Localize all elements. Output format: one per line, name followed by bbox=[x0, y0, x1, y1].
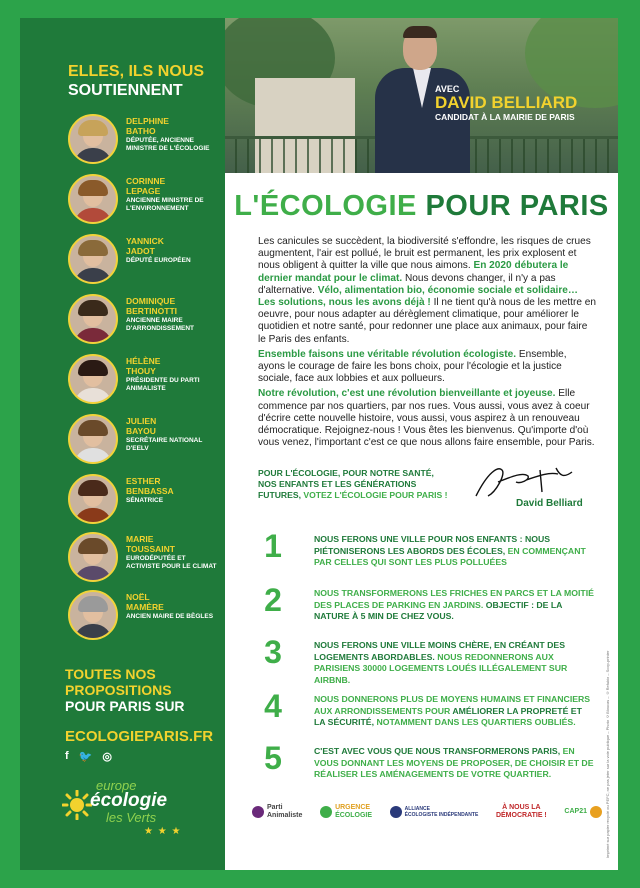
supporter-card bbox=[68, 532, 223, 582]
partner-cap21: CAP21 bbox=[564, 806, 602, 818]
supporter-role: ANCIENNE MINISTRE DE L'ENVIRONNEMENT bbox=[126, 197, 204, 212]
proposal-text: NOUS TRANSFORMERONS LES FRICHES EN PARCS ET LA MOITIÉ DES PLACES DE PARKING EN JARDINS. OBJECTIF : DE LA NATURE À 5 MIN DE CHEZ VOUS. bbox=[314, 588, 594, 621]
proposals-cta bbox=[65, 666, 225, 714]
flower-icon bbox=[590, 806, 602, 818]
supporter-role: EURODÉPUTÉE ET ACTIVISTE POUR LE CLIMAT bbox=[126, 555, 217, 570]
supporters-heading bbox=[68, 62, 218, 100]
instagram-icon[interactable]: ◎ bbox=[102, 751, 112, 763]
avatar bbox=[68, 294, 118, 344]
sun-icon bbox=[62, 790, 92, 820]
logo-text-les-verts: les Verts bbox=[106, 810, 157, 825]
proposal-number: 1 bbox=[264, 528, 282, 564]
supporter-last-name: TOUSSAINT bbox=[126, 544, 175, 554]
intro-paragraph-3: Notre révolution, c'est une révolution bienveillante et joyeuse. Elle commence par nos quartiers, par nos rues. Vous aussi, vous avez à coeur d'écrire cette nouvelle histoire, vous aussi, vous aspirez à un renouveau démocratique. Rejoignez-nous ! Vous êtes les bienvenus. Qu'importe d'où vous venez, l'important c'est ce que nous allons faire ensemble, pour Paris. bbox=[258, 388, 595, 449]
supporter-first-name: DOMINIQUE bbox=[126, 296, 176, 306]
proposal-number: 3 bbox=[264, 634, 282, 670]
eelv-logo bbox=[62, 776, 222, 846]
supporter-first-name: HÉLÈNE bbox=[126, 356, 161, 366]
supporter-last-name: BAYOU bbox=[126, 426, 156, 436]
supporter-first-name: CORINNE bbox=[126, 176, 166, 186]
proposal-text: C'EST AVEC VOUS QUE NOUS TRANSFORMERONS PARIS, EN VOUS DONNANT LES MOYENS DE PROPOSER, DE CHOISIR ET DE RÉALISER LES AMÉNAGEMENTS DE VOTRE QUARTIER. bbox=[314, 746, 594, 779]
supporter-role: ANCIENNE MAIRE D'ARRONDISSEMENT bbox=[126, 317, 194, 332]
proposal-item bbox=[258, 634, 603, 684]
avatar bbox=[68, 590, 118, 640]
cta-line3: POUR PARIS SUR bbox=[65, 698, 185, 714]
supporter-card bbox=[68, 174, 223, 224]
supporter-last-name: THOUY bbox=[126, 366, 156, 376]
logo-text-ecologie: écologie bbox=[90, 790, 168, 811]
supporter-first-name: DELPHINE bbox=[126, 116, 169, 126]
supporter-card bbox=[68, 414, 223, 464]
supporter-role: SÉNATRICE bbox=[126, 497, 164, 504]
supporter-role: DÉPUTÉ EUROPÉEN bbox=[126, 257, 191, 264]
cta-line1: TOUTES NOS bbox=[65, 666, 156, 682]
supporter-card bbox=[68, 590, 223, 640]
supporters-heading-line1: ELLES, ILS NOUS bbox=[68, 63, 205, 80]
supporter-card bbox=[68, 234, 223, 284]
hero-avec: AVEC bbox=[435, 84, 460, 94]
supporter-role: ANCIEN MAIRE DE BÈGLES bbox=[126, 613, 214, 620]
proposal-text: NOUS FERONS UNE VILLE MOINS CHÈRE, EN CRÉANT DES LOGEMENTS ABORDABLES. NOUS REDONNERONS AUX PARISIENS 30000 LOGEMENTS LOUÉS ILLÉGALEMENT SUR AIRBNB. bbox=[314, 640, 568, 685]
avatar bbox=[68, 414, 118, 464]
candidate-name: DAVID BELLIARD bbox=[435, 93, 578, 112]
supporter-last-name: BENBASSA bbox=[126, 486, 174, 496]
proposal-number: 2 bbox=[264, 582, 282, 618]
partner-alliance-ecologiste: ALLIANCE ÉCOLOGISTE INDÉPENDANTE bbox=[390, 806, 479, 818]
avatar bbox=[68, 174, 118, 224]
supporter-card bbox=[68, 474, 223, 524]
supporter-role: DÉPUTÉE, ANCIENNE MINISTRE DE L'ÉCOLOGIE bbox=[126, 137, 210, 152]
supporter-first-name: MARIE bbox=[126, 534, 154, 544]
supporter-role: SECRÉTAIRE NATIONAL D'EELV bbox=[126, 437, 203, 452]
facebook-icon[interactable]: f bbox=[65, 750, 69, 762]
page-title bbox=[225, 190, 618, 223]
supporter-last-name: JADOT bbox=[126, 246, 155, 256]
avatar bbox=[68, 354, 118, 404]
proposal-number: 4 bbox=[264, 688, 282, 724]
supporter-card bbox=[68, 294, 223, 344]
proposal-item bbox=[258, 582, 603, 632]
supporter-first-name: NOËL bbox=[126, 592, 150, 602]
intro-paragraph-1: Les canicules se succèdent, la biodiversité s'effondre, les risques de crues augmentent, l'air est pollué, le bruit est permanent, les prix explosent et nous obligent à quitter la ville que nous aimons. En 2020 débutera le dernier mandat pour le climat. Nous devons changer, il n'y a pas d'alternative. Vélo, alimentation bio, économie sociale et solidaire… Les solutions, nous les avons déjà ! Il ne tient qu'à nous de les mettre en oeuvre, pour nous adapter au dérèglement climatique, pour améliorer le quotidien et notre santé, pour redonner une place aux animaux, pour faire le Paris des enfants. bbox=[258, 236, 596, 345]
twitter-icon[interactable]: 🐦 bbox=[78, 751, 93, 763]
avatar bbox=[68, 474, 118, 524]
supporter-last-name: MAMÈRE bbox=[126, 602, 164, 612]
supporter-role: PRÉSIDENTE DU PARTI ANIMALISTE bbox=[126, 377, 200, 392]
proposal-number: 5 bbox=[264, 740, 282, 776]
proposal-item bbox=[258, 528, 603, 578]
imprint-text: Imprimé sur papier recyclé ou PEFC, ne pas jeter sur la voie publique – Photo ©Bloxcas – ©Refukio – Scop-printer bbox=[605, 650, 610, 858]
signoff-slogan: POUR L'ÉCOLOGIE, POUR NOTRE SANTÉ, NOS ENFANTS ET LES GÉNÉRATIONS FUTURES, VOTEZ L'ÉCOLOGIE POUR PARIS ! bbox=[258, 468, 448, 500]
partner-parti-animaliste: Parti Animaliste bbox=[252, 804, 302, 820]
supporter-card bbox=[68, 354, 223, 404]
supporter-first-name: YANNICK bbox=[126, 236, 164, 246]
stars-icon: ★ ★ ★ bbox=[144, 826, 182, 837]
partner-logos bbox=[252, 796, 602, 828]
supporters-sidebar bbox=[20, 18, 225, 870]
supporters-heading-line2: SOUTIENNENT bbox=[68, 82, 183, 99]
title-part1: L'ÉCOLOGIE bbox=[234, 190, 417, 222]
proposal-item bbox=[258, 688, 603, 738]
signature-icon bbox=[468, 462, 578, 502]
supporter-first-name: JULIEN bbox=[126, 416, 157, 426]
candidate-subtitle: CANDIDAT À LA MAIRIE DE PARIS bbox=[435, 112, 575, 122]
title-part2: POUR PARIS bbox=[425, 190, 609, 222]
intro-paragraph-2: Ensemble faisons une véritable révolution écologiste. Ensemble, ayons le courage de faire les bons choix, pour l'écologie et la justice sociale, face aux lobbies et aux pollueurs. bbox=[258, 348, 567, 385]
avatar bbox=[68, 234, 118, 284]
logo-text-europe: europe bbox=[96, 778, 137, 793]
hand-icon bbox=[320, 806, 332, 818]
supporter-last-name: BATHO bbox=[126, 126, 156, 136]
flyer-page bbox=[20, 18, 618, 870]
heart-icon bbox=[390, 806, 402, 818]
avatar bbox=[68, 532, 118, 582]
intro-text bbox=[258, 236, 596, 452]
proposal-text: NOUS FERONS UNE VILLE POUR NOS ENFANTS : NOUS PIÉTONISERONS LES ABORDS DES ÉCOLES, EN COMMENÇANT PAR CELLES QUI SONT LES PLUS POLLUÉES bbox=[314, 534, 586, 567]
signoff-block bbox=[258, 468, 603, 528]
proposal-text: NOUS DONNERONS PLUS DE MOYENS HUMAINS ET FINANCIERS AUX ARRONDISSEMENTS POUR AMÉLIORER LA PROPRETÉ ET LA SÉCURITÉ, NOTAMMENT DANS LES QUARTIERS OUBLIÉS. bbox=[314, 694, 591, 727]
supporter-last-name: LEPAGE bbox=[126, 186, 161, 196]
partner-a-nous-la-democratie: À NOUS LA DÉMOCRATIE ! bbox=[495, 804, 547, 819]
supporter-first-name: ESTHER bbox=[126, 476, 161, 486]
paw-icon bbox=[252, 806, 264, 818]
proposal-item bbox=[258, 740, 603, 790]
social-links bbox=[65, 750, 112, 763]
website-link[interactable]: ECOLOGIEPARIS.FR bbox=[65, 728, 214, 745]
signature-name: David Belliard bbox=[516, 498, 583, 509]
hero-photo bbox=[225, 18, 618, 173]
hero-caption bbox=[435, 84, 615, 122]
supporter-card bbox=[68, 114, 223, 164]
avatar bbox=[68, 114, 118, 164]
partner-urgence-ecologie: URGENCE ÉCOLOGIE bbox=[320, 804, 372, 820]
cta-line2: PROPOSITIONS bbox=[65, 682, 172, 698]
supporter-last-name: BERTINOTTI bbox=[126, 306, 177, 316]
